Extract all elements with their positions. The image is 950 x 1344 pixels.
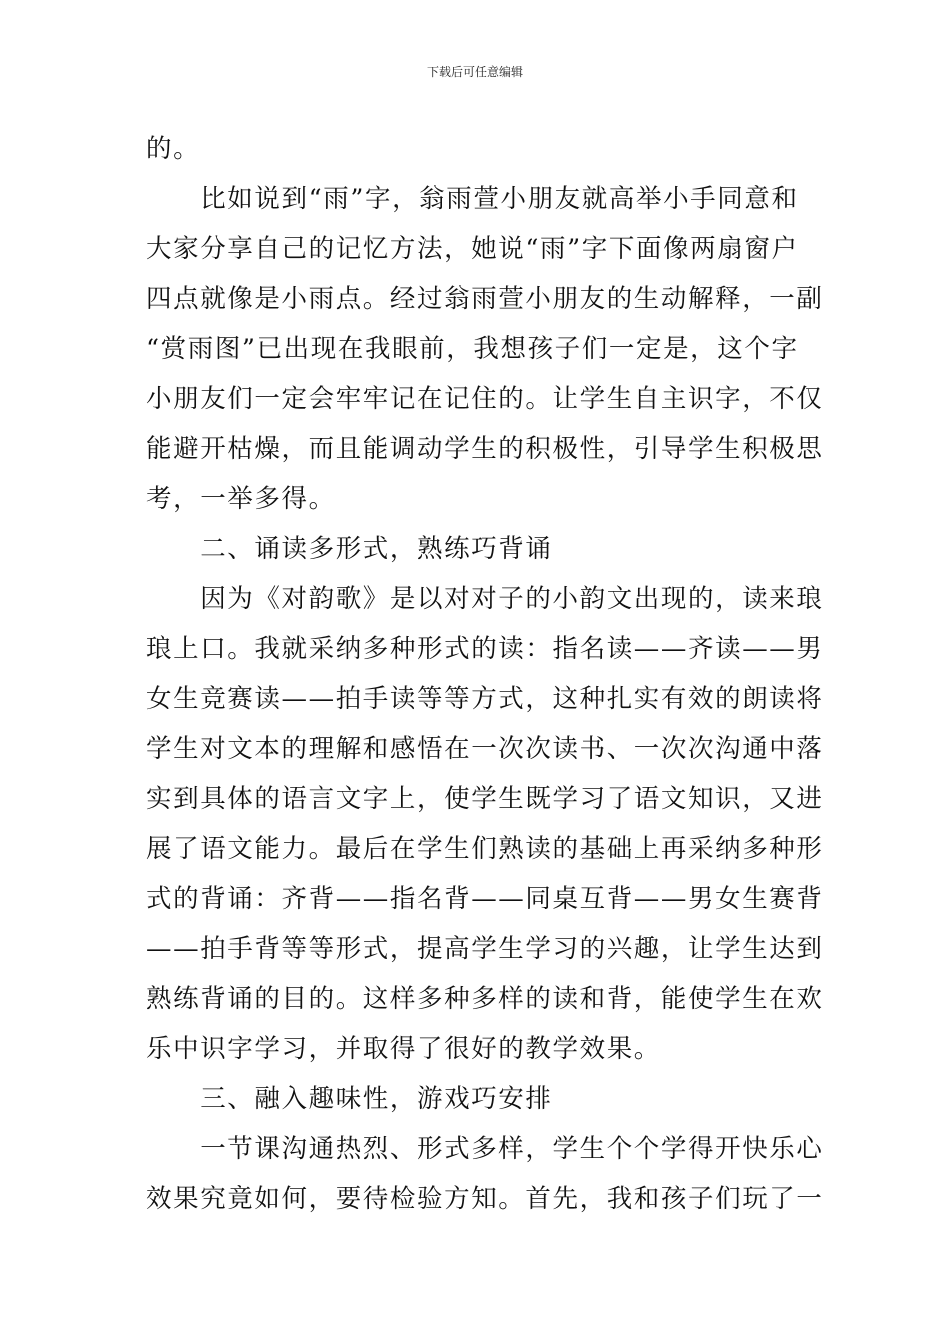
text-line: 四点就像是小雨点。经过翁雨萱小朋友的生动解释，一副 [146,284,824,314]
section-heading: 二、诵读多形式，熟练巧背诵 [146,534,553,564]
text-line: 考，一举多得。 [146,484,336,514]
text-line: 大家分享自己的记忆方法，她说“雨”字下面像两扇窗户 [146,234,799,264]
document-body [146,124,824,1224]
text-line: 实到具体的语言文字上，使学生既学习了语文知识，又进 [146,784,824,814]
page-header: 下载后可任意编辑 [426,65,523,79]
text-line: 琅上口。我就采纳多种形式的读：指名读——齐读——男 [146,634,824,664]
text-line: 熟练背诵的目的。这样多种多样的读和背，能使学生在欢 [146,984,824,1014]
text-line: ——拍手背等等形式，提高学生学习的兴趣，让学生达到 [146,934,824,964]
text-line: “赏雨图”已出现在我眼前，我想孩子们一定是，这个字 [146,334,799,364]
text-line: 女生竞赛读——拍手读等等方式，这种扎实有效的朗读将 [146,684,824,714]
text-line: 小朋友们一定会牢牢记在记住的。让学生自主识字，不仅 [146,384,824,414]
text-line: 能避开枯燥，而且能调动学生的积极性，引导学生积极思 [146,434,824,464]
section-heading: 三、融入趣味性，游戏巧安排 [146,1084,553,1114]
text-line: 因为《对韵歌》是以对对子的小韵文出现的，读来琅 [146,584,824,614]
text-line: 乐中识字学习，并取得了很好的教学效果。 [146,1034,661,1064]
text-line: 的。 [146,134,201,164]
text-line: 效果究竟如何，要待检验方知。首先，我和孩子们玩了一 [146,1184,824,1214]
text-line: 式的背诵：齐背——指名背——同桌互背——男女生赛背 [146,884,824,914]
text-line: 一节课沟通热烈、形式多样，学生个个学得开快乐心 [146,1134,824,1164]
text-line: 比如说到“雨”字，翁雨萱小朋友就高举小手同意和 [146,184,799,214]
text-line: 学生对文本的理解和感悟在一次次读书、一次次沟通中落 [146,734,824,764]
text-line: 展了语文能力。最后在学生们熟读的基础上再采纳多种形 [146,834,824,864]
